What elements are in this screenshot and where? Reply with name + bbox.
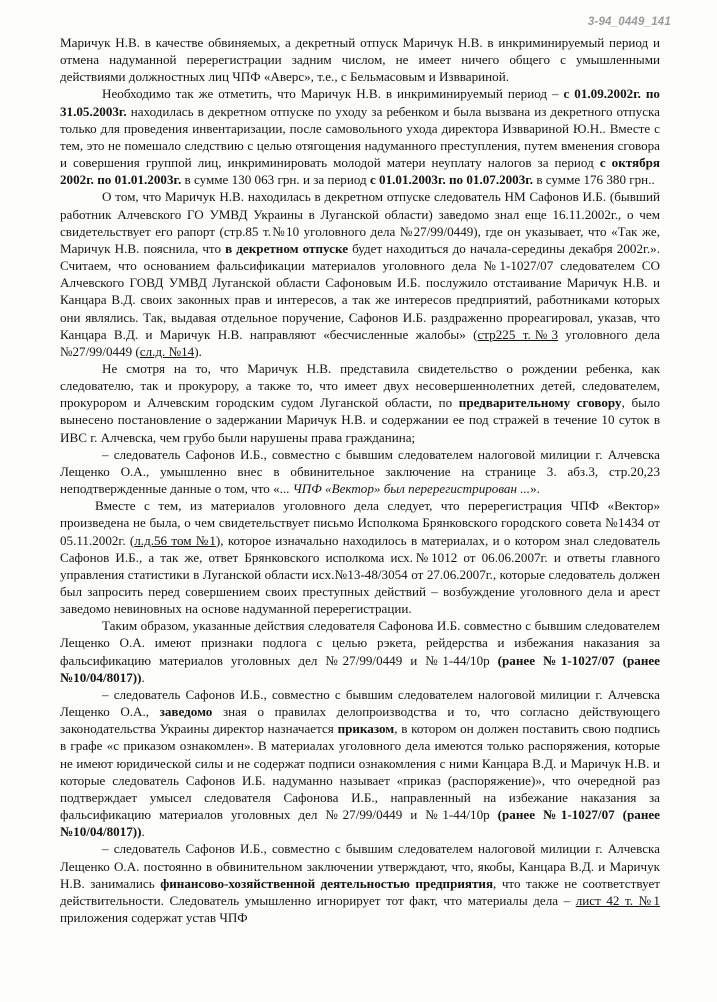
paragraph-3: О том, что Маричук Н.В. находилась в декретном отпуске следователь НМ Сафонов И.Б. (бывший работник Алчевского ГО УМВД Украины в Луганской области) заведомо знал еще 16.11.2002г., о чем свидетельствует его рапорт (стр.85 т.№10 уголовного дела №27/99/0449), где он указывает, что «Так же, Маричук Н.В. пояснила, что в декретном отпуске будет находиться до начала-середины декабря 2002г.». Считаем, что основанием фальсификации материалов уголовного дела №1-1027/07 следователем СО Алчевского ГОВД УМВД Луганской области Сафоновым И.Б. послужило отстаивание Маричук Н.В. и Канцара В.Д. своих законных прав и интересов, а так же интересов предприятий, работниками которых они являлись. Так, выдавая отдельное поручение, Сафонов И.Б. раздраженно прореагировал, указав, что Канцара В.Д. и Маричук Н.В. направляют «бесчисленные жалобы» (стр225 т.№3 уголовного дела №27/99/0449 (сл.д. №14). — [60, 189, 660, 359]
paragraph-8: – следователь Сафонов И.Б., совместно с бывшим следователем налоговой милиции г. Алчевска Лещенко О.А., заведомо зная о правилах делопроизводства и то, что согласно действующего законодательства Украины директор назначается приказом, в котором он должен поставить свою подпись в графе «с приказом ознакомлен». В материалах уголовного дела имеются только распоряжения, которые не имеют юридической силы и не содержат подписи ознакомления с ними Канцара В.Д. и Маричук Н.В. и которые следователь Сафонов И.Б. надуманно называет «приказ (распоряжение)», что очередной раз подтверждает умысел следователя Сафонова И.Б., направленный на избежание наказания за фальсификацию материалов уголовных дел №27/99/0449 и №1-44/10р (ранее №1-1027/07 (ранее №10/04/8017)). — [60, 686, 660, 840]
document-body — [60, 34, 660, 926]
paragraph-7: Таким образом, указанные действия следователя Сафонова И.Б. совместно с бывшим следователем Лещенко О.А. имеют признаки подлога с целью рэкета, рейдерства и избежания наказания за фальсификацию материалов уголовных дел №27/99/0449 и №1-44/10р (ранее №1-1027/07 (ранее №10/04/8017)). — [60, 618, 660, 685]
paragraph-2: Необходимо так же отметить, что Маричук Н.В. в инкриминируемый период – с 01.09.2002г. по 31.05.2003г. находилась в декретном отпуске по уходу за ребенком и была вызвана из декретного отпуска только для проведения инвентаризации, после самовольного ухода директора Изввариной Ю.Н.. Вместе с тем, это не помешало следствию с целью отягощения надуманного преступления, путем вменения сговора и совершения группой лиц, инкриминировать молодой матери неуплату налогов за период с октября 2002г. по 01.01.2003г. в сумме 130 063 грн. и за период с 01.01.2003г. по 01.07.2003г. в сумме 176 380 грн.. — [60, 86, 661, 188]
paragraph-9: – следователь Сафонов И.Б., совместно с бывшим следователем налоговой милиции г. Алчевска Лещенко О.А. постоянно в обвинительном заключении утверждают, что, якобы, Канцара В.Д. и Маричук Н.В. занимались финансово-хозяйственной деятельностью предприятия, что также не соответствует действительности. Следователь умышленно игнорирует тот факт, что материалы дела – лист 42 т. №1 приложения содержат устав ЧПФ — [60, 841, 660, 925]
paragraph-4: Не смотря на то, что Маричук Н.В. представила свидетельство о рождении ребенка, как следователю, так и прокурору, а также то, что имеет двух несовершеннолетних детей, следователем, прокурором и Алчевским городским судом Луганской области, по предварительному сговору, было вынесено постановление о задержании Маричук Н.В. и содержании ее под стражей в течение 10 суток в ИВС г. Алчевска, чем грубо были нарушены права гражданина; — [60, 360, 661, 445]
paragraph-6: Вместе с тем, из материалов уголовного дела следует, что перерегистрация ЧПФ «Вектор» произведена не была, о чем свидетельствует письмо Исполкома Брянковского городского совета №1434 от 05.11.2002г. (л.д.56 том №1), которое изначально находилось в материалах, и о котором знал следователь Сафонов И.Б., а так же, ответ Брянковского исполкома исх.№1012 от 06.06.2007г. и ответы главного управления статистики в Луганской области исх.№13-48/3054 от 27.06.2007г., которые следователь должен был запросить перед совершением своих преступных действий – возбуждение уголовного дела и арест заведомо невиновных на основе надуманной перерегистрации. — [60, 498, 660, 617]
paragraph-5: – следователь Сафонов И.Б., совместно с бывшим следователем налоговой милиции г. Алчевска Лещенко О.А., умышленно внес в обвинительное заключение на странице 3. абз.3, стр.20,23 неподтвержденные данные о том, что «... ЧПФ «Вектор» был перерегистрирован ...». — [60, 446, 660, 497]
document-id-stamp: 3-94_0449_141 — [587, 16, 671, 28]
paragraph-1: Маричук Н.В. в качестве обвиняемых, а декретный отпуск Маричук Н.В. в инкриминируемый период и отмена надуманной перерегистрации задним числом, не имеет ничего общего с умышленными действиями должностных лиц ЧПФ «Аверс», т.е., с Бельмасовым и Изввариной. — [60, 35, 660, 85]
